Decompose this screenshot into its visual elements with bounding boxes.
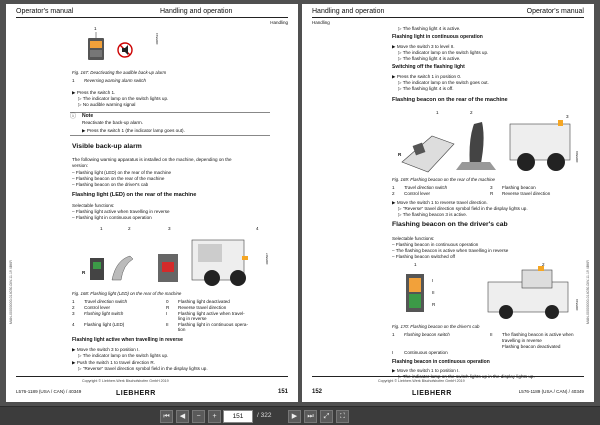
header-section: Handling and operation: [160, 8, 233, 15]
result-text: "Reverse" travel direction symbol field in the display lights up.: [82, 366, 208, 371]
legend-number: 2: [392, 191, 395, 196]
header-subsection: Handling: [312, 20, 330, 25]
footer-doc-id: L576-1189 (USA / CAN) / 40349: [16, 389, 82, 394]
legend-number: 1: [72, 78, 75, 83]
legend-number: 3: [490, 185, 493, 190]
subsection-heading: Flashing light in continuous operation: [392, 34, 483, 40]
page-header: [312, 8, 584, 18]
step-text: Push the switch 1 to travel direction R.: [76, 360, 155, 365]
step-text: Press the switch 1 in position 0.: [396, 74, 462, 79]
legend-number: 1: [392, 185, 395, 190]
figure-168: [72, 226, 272, 288]
list-item: Flashing beacon in continuous operation: [395, 242, 479, 247]
figure-caption: Fig. 168: Flashing light (LED) on the rear of the machine: [72, 291, 182, 296]
margin-code: MAN-00000000-014030-DIV-11.19 4BKR: [9, 260, 13, 324]
legend-number: R: [166, 305, 170, 310]
figure-label: R: [82, 270, 86, 275]
section-heading: Visible back-up alarm: [72, 143, 142, 150]
switch-position-label: II: [432, 290, 435, 295]
figure-callout: 4: [256, 226, 259, 231]
figure-code: 4005519: [574, 299, 579, 311]
figure-callout: 1: [94, 26, 97, 31]
figure-callout: 1: [100, 226, 103, 231]
figure-caption: Fig. 169: Flashing beacon on the rear of the machine: [392, 177, 495, 182]
legend-text: Control lever: [84, 305, 111, 310]
header-title: Operator's manual: [526, 8, 584, 15]
paragraph: Selectable functions:: [392, 236, 435, 241]
note-box: ⓘ Note Reactivate the back-up alarm. ▶ Press the switch 1 (the indicator lamp goes out).: [70, 112, 270, 136]
figure-code: 4005534: [154, 33, 159, 45]
legend-text: Flashing beacon: [502, 185, 536, 190]
rear-flashing-light-illustration: [72, 226, 272, 288]
header-section: Handling and operation: [312, 8, 385, 15]
list-item: Flashing beacon on the rear of the machine: [75, 176, 165, 181]
legend-text: Flashing beacon switch: [404, 332, 450, 337]
note-step: Press the switch 1 (the indicator lamp goes out).: [86, 128, 185, 133]
section-heading: Flashing beacon on the driver's cab: [392, 221, 508, 228]
figure-callout: 2: [470, 110, 473, 115]
figure-callout: 3: [566, 114, 569, 119]
header-subsection: Handling: [270, 20, 288, 25]
liebherr-logo: LIEBHERR: [412, 390, 452, 397]
legend-number: 0: [166, 299, 169, 304]
page-footer: [312, 376, 584, 398]
legend-text: Control lever: [404, 191, 431, 196]
legend-number: 1: [392, 332, 395, 337]
figure-label: R: [398, 152, 402, 157]
figure-caption: Fig. 167: Deactivating the audible back-up alarm: [72, 70, 167, 75]
note-text: Reactivate the back-up alarm.: [82, 120, 144, 125]
result-text: The flashing light 4 is active.: [402, 26, 461, 31]
legend-number: II: [490, 332, 493, 337]
legend-text: Reverse travel direction: [178, 305, 227, 310]
legend-text: Flashing light deactivated: [178, 299, 230, 304]
legend-text: Travel direction switch: [404, 185, 448, 190]
result-text: The indicator lamp on the switch lights up.: [82, 353, 169, 358]
result-text: The indicator lamp on the switch lights up in the display lights up.: [402, 374, 535, 379]
paragraph: version:: [72, 163, 89, 168]
result-text: No audible warning signal: [82, 102, 136, 107]
figure-code: 4005509: [574, 151, 579, 163]
figure-169: [392, 110, 582, 174]
figure-170: [392, 262, 582, 320]
subsection-heading: Flashing light active when travelling in reverse: [72, 337, 183, 343]
legend-number: II: [166, 322, 169, 327]
subsection-heading: Flashing beacon on the rear of the machine: [392, 97, 508, 103]
legend-text: Flashing light (LED): [84, 322, 125, 327]
legend-number: 2: [72, 305, 75, 310]
step-text: Move the switch 1 to position I.: [396, 368, 460, 373]
info-icon: ⓘ: [70, 114, 77, 120]
footer-copyright: Copyright © Liebherr-Werk Bischofshofen GmbH 2019: [378, 379, 465, 383]
legend-text: tion: [178, 327, 186, 332]
page-number: 151: [277, 389, 288, 395]
list-item: Flashing light (LED) on the rear of the machine: [75, 170, 172, 175]
fit-page-icon[interactable]: ⤢: [320, 410, 333, 423]
list-item: Flashing light active when travelling in reverse: [75, 209, 170, 214]
legend-number: R: [490, 191, 494, 196]
last-page-icon[interactable]: ⏭: [304, 410, 317, 423]
figure-code: 4005507: [264, 253, 269, 265]
paragraph: The following warning apparatus is installed on the machine, depending on the: [72, 157, 232, 162]
result-text: "Reverse" travel direction symbol field in the display lights up.: [402, 206, 528, 211]
result-text: The indicator lamp on the switch lights up.: [402, 50, 489, 55]
result-text: The indicator lamp on the switch lights up.: [82, 96, 169, 101]
header-title: Operator's manual: [16, 8, 74, 15]
footer-doc-id: L576-1189 (USA / CAN) / 40349: [518, 389, 584, 394]
result-text: The flashing light 4 is off.: [402, 86, 454, 91]
paragraph: Selectable functions:: [72, 203, 115, 208]
legend-number: I: [166, 311, 168, 316]
page-header: [16, 8, 288, 18]
figure-callout: 1: [436, 110, 439, 115]
legend-text: Travel direction switch: [84, 299, 128, 304]
legend-text: Reversing warning alarm switch: [84, 78, 146, 83]
result-text: The indicator lamp on the switch goes out.: [402, 80, 489, 85]
note-title: Note: [82, 113, 94, 119]
legend-text: ling in reverse: [178, 316, 207, 321]
legend-text: Flashing beacon deactivated: [502, 344, 561, 349]
subsection-heading: Flashing beacon in continuous operation: [392, 359, 490, 365]
figure-callout: 2: [128, 226, 131, 231]
figure-callout: 2: [542, 262, 545, 267]
page-number-input[interactable]: 151: [223, 410, 253, 423]
legend-number: 4: [72, 322, 75, 327]
figure-callout: 1: [414, 262, 417, 267]
page-151: Operator's manual Handling and operation Handling 1 4005534 Fig. 167: Deactivating the audible back-up alarm 1 Reversing warning alarm switch ▶ Press the switch 1. ▷ The indicator lamp on the switch lights up. ▷ No audible warning signal ⓘ Note Reactivate the back-up alarm. ▶ Press the switch 1 (the indicator lamp goes out). Visible back-up alarm The following warning apparatus is installed on the machine, depending on the version: – Flashing light (LED) on the rear of the machine – Flashing beacon on the rear of the machine – Flashing beacon on the driver's cab Flashing light (LED) on the rear of the machine Selectable functions: – Flashing light active when travelling in reverse – Flashing light in continuous operation 1 2 3 4 R 4005507 Fig. 168: Flashing light (LED) on the rear of the machine 1 Travel direction switch 0 Flashing light deactivated 2 Control lever R Reverse travel direction 3 Flashing light switch I Flashing light active when travel- ling in reverse 4 Flashing light (LED) II Flashing light in continuous opera- tion Flashing light active when travelling in reverse ▶ Move the switch 3 to position I. ▷ The indicator lamp on the switch lights up. ▶ Push the switch 1 to travel direction R. ▷ "Reverse" travel direction symbol field in the display lights up. MAN-00000000-014030-DIV-11.19 4BKR Copyright © Liebherr-Werk Bischofshofen GmbH 2019 L576-1189 (USA / CAN) / 40349 LIEBHERR 151: [6, 4, 298, 402]
switch-position-label: I: [432, 278, 434, 283]
list-item: The flashing beacon is active when travelling in reverse: [395, 248, 509, 253]
step-text: Move the switch 3 to position I.: [76, 347, 140, 352]
subsection-heading: Flashing light (LED) on the rear of the machine: [72, 192, 197, 198]
figure-callout: 3: [168, 226, 171, 231]
alarm-switch-illustration: [72, 26, 162, 66]
legend-text: Reverse travel direction: [502, 191, 551, 196]
liebherr-logo: LIEBHERR: [116, 390, 156, 397]
first-page-icon[interactable]: ⏮: [160, 410, 173, 423]
list-item: Flashing beacon on the driver's cab: [75, 182, 149, 187]
legend-text: Flashing light active when travel-: [178, 311, 245, 316]
step-text: Move the switch 1 to reverse travel direction.: [396, 200, 488, 205]
page-total: / 322: [257, 412, 272, 419]
figure-167: [72, 26, 162, 66]
legend-text: Flashing light switch: [84, 311, 124, 316]
footer-copyright: Copyright © Liebherr-Werk Bischofshofen GmbH 2019: [82, 379, 169, 383]
legend-text: Continuous operation: [404, 350, 448, 355]
step-text: Press the switch 1.: [76, 90, 116, 95]
legend-text: Flashing light in continuous opera-: [178, 322, 248, 327]
step-text: Move the switch 3 to level II.: [396, 44, 455, 49]
next-page-icon[interactable]: ▶: [288, 410, 301, 423]
page-number: 152: [312, 389, 323, 395]
legend-text: The flashing beacon is active when travelling in reverse: [502, 332, 574, 343]
viewer-toolbar: [0, 406, 600, 425]
result-text: The flashing beacon 3 is active.: [402, 212, 468, 217]
legend-number: 3: [72, 311, 75, 316]
cab-beacon-illustration: [392, 262, 582, 320]
figure-caption: Fig. 170: Flashing beacon on the driver's cab: [392, 324, 480, 329]
prev-page-icon[interactable]: ◀: [176, 410, 189, 423]
legend-number: 1: [72, 299, 75, 304]
result-text: The flashing light 4 is active.: [402, 56, 461, 61]
list-item: Flashing light in continuous operation: [75, 215, 152, 220]
zoom-in-icon[interactable]: +: [208, 410, 221, 423]
page-152: Handling and operation Operator's manual Handling ▷ The flashing light 4 is active. Flashing light in continuous operation ▶ Move the switch 3 to level II. ▷ The indicator lamp on the switch lights up. ▷ The flashing light 4 is active. Switching off the flashing light ▶ Press the switch 1 in position 0. ▷ The indicator lamp on the switch goes out. ▷ The flashing light 4 is off. Flashing beacon on the rear of the machine 1 2 3 R 4005509 Fig. 169: Flashing beacon on the rear of the machine 1 Travel direction switch 3 Flashing beacon 2 Control lever R Reverse travel direction ▶ Move the switch 1 to reverse travel direction. ▷ "Reverse" travel direction symbol field in the display lights up. ▷ The flashing beacon 3 is active. Flashing beacon on the driver's cab Selectable functions: – Flashing beacon in continuous operation – The flashing beacon is active when travelling in reverse – Flashing beacon switched off 1 2 I II R 4005519 Fig. 170: Flashing beacon on the driver's cab 1 Flashing beacon switch II The flashing beacon is active when travelling in reverse Flashing beacon deactivated I Continuous operation Flashing beacon in continuous operation ▶ Move the switch 1 to position I. ▷ The indicator lamp on the switch lights up in the display lights up. MAN-00000000-014030-DIV-11.19 4BKR Copyright © Liebherr-Werk Bischofshofen GmbH 2019 152 LIEBHERR L576-1189 (USA / CAN) / 40349: [302, 4, 594, 402]
subsection-heading: Switching off the flashing light: [392, 64, 465, 70]
margin-code: MAN-00000000-014030-DIV-11.19 4BKR: [586, 260, 590, 324]
switch-position-label: R: [432, 302, 436, 307]
zoom-out-icon[interactable]: −: [192, 410, 205, 423]
fullscreen-icon[interactable]: ⛶: [336, 410, 349, 423]
rear-beacon-illustration: [392, 110, 582, 174]
page-footer: [16, 376, 288, 398]
legend-number: I: [392, 350, 394, 355]
list-item: Flashing beacon switched off: [395, 254, 456, 259]
